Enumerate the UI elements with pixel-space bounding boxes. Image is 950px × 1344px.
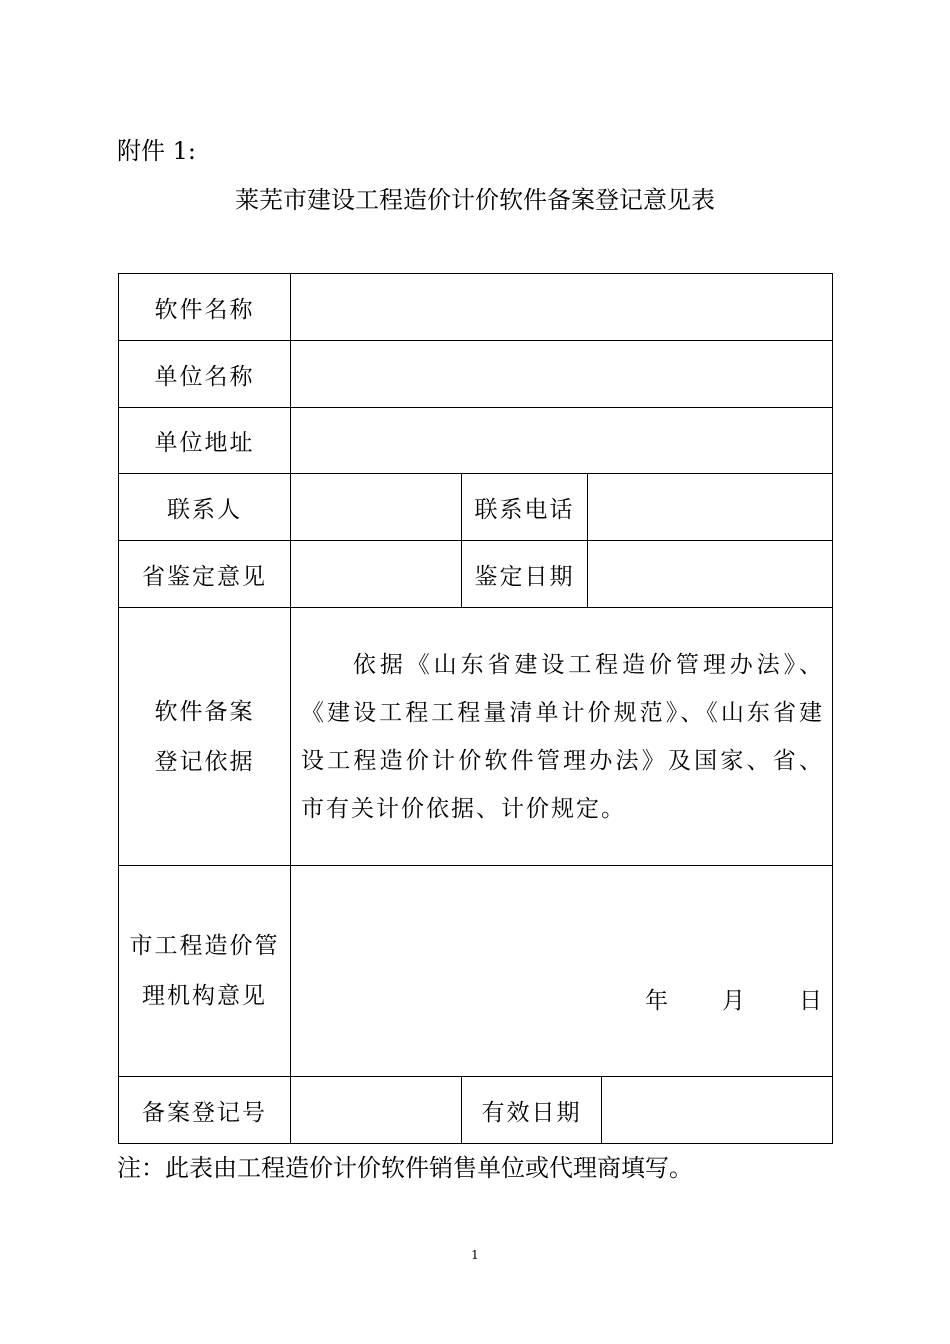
form-title: 莱芜市建设工程造价计价软件备案登记意见表	[235, 186, 715, 214]
contact-label: 联系人	[119, 474, 291, 541]
appraisal-date-label: 鉴定日期	[462, 541, 588, 608]
row-registration-basis	[119, 608, 833, 866]
contact-phone-field[interactable]	[588, 474, 833, 541]
row-registration-number	[119, 1077, 833, 1144]
unit-name-label: 单位名称	[119, 341, 291, 408]
contact-phone-label: 联系电话	[462, 474, 588, 541]
valid-date-label: 有效日期	[462, 1077, 602, 1144]
registration-number-label: 备案登记号	[119, 1077, 291, 1144]
row-unit-address	[119, 408, 833, 474]
footer-note: 注：此表由工程造价计价软件销售单位或代理商填写。	[117, 1154, 693, 1182]
registration-basis-label	[119, 608, 291, 866]
software-name-label: 软件名称	[119, 274, 291, 341]
city-opinion-label-line2: 理机构意见	[142, 983, 267, 1009]
appraisal-date-field[interactable]	[588, 541, 833, 608]
row-city-opinion	[119, 866, 833, 1077]
unit-address-field[interactable]	[291, 408, 833, 474]
row-software-name	[119, 274, 833, 341]
registration-form-table	[118, 273, 833, 1144]
valid-date-field[interactable]	[602, 1077, 833, 1144]
province-opinion-field[interactable]	[291, 541, 462, 608]
page-number: 1	[471, 1248, 479, 1262]
registration-basis-text: 依据《山东省建设工程造价管理办法》、《建设工程工程量清单计价规范》、《山东省建设工程造价计价软件管理办法》及国家、省、市有关计价依据、计价规定。	[301, 651, 824, 822]
province-opinion-label: 省鉴定意见	[119, 541, 291, 608]
registration-basis-content	[291, 608, 833, 866]
row-province-opinion	[119, 541, 833, 608]
city-opinion-label	[119, 866, 291, 1077]
registration-number-field[interactable]	[291, 1077, 462, 1144]
date-year-label: 年	[645, 988, 668, 1014]
unit-address-label: 单位地址	[119, 408, 291, 474]
registration-basis-label-line2: 登记依据	[154, 748, 255, 775]
registration-basis-label-line1: 软件备案	[154, 698, 255, 725]
unit-name-field[interactable]	[291, 341, 833, 408]
opinion-date-line	[645, 982, 822, 1015]
row-unit-name	[119, 341, 833, 408]
city-opinion-field[interactable]	[291, 866, 833, 1077]
date-day-label: 日	[799, 988, 822, 1014]
software-name-field[interactable]	[291, 274, 833, 341]
date-month-label: 月	[722, 988, 745, 1014]
contact-field[interactable]	[291, 474, 462, 541]
attachment-label: 附件 1:	[117, 137, 196, 165]
row-contact	[119, 474, 833, 541]
city-opinion-label-line1: 市工程造价管	[129, 933, 280, 959]
